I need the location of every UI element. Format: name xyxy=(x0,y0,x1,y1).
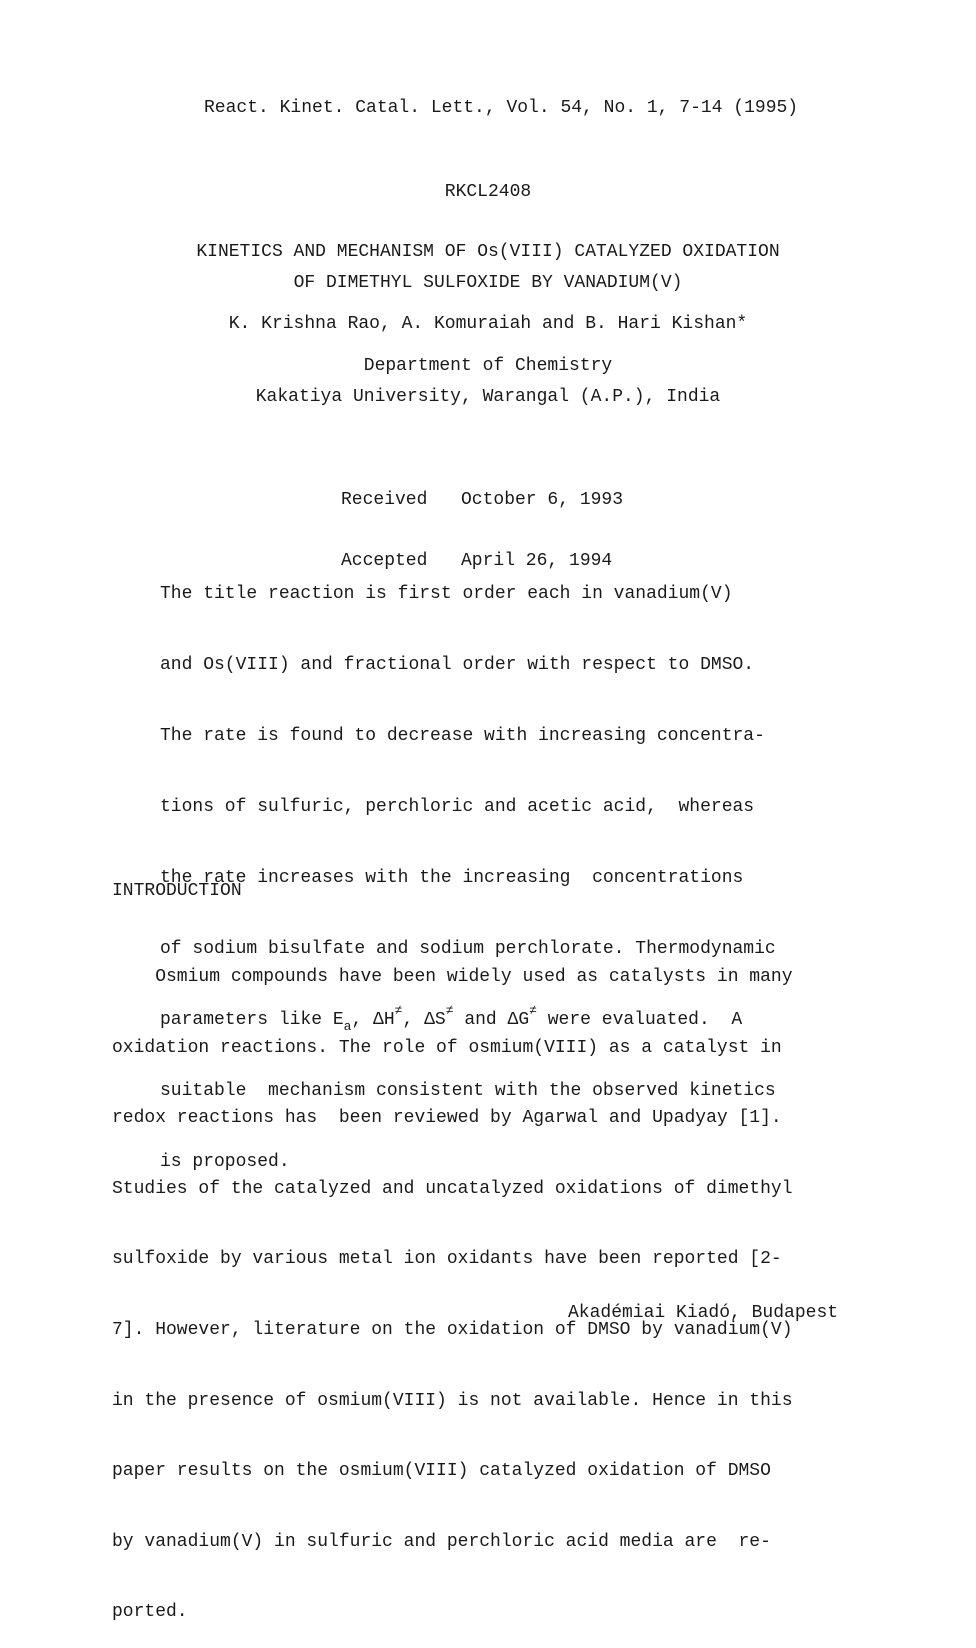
intro-line: by vanadium(V) in sulfuric and perchloric acid media are re- xyxy=(112,1531,771,1552)
delta-g: and ΔG xyxy=(453,1010,530,1030)
intro-line: in the presence of osmium(VIII) is not available. Hence in this xyxy=(112,1390,793,1411)
abstract-line: tions of sulfuric, perchloric and acetic acid, whereas xyxy=(160,797,755,817)
paper-title-line-1: KINETICS AND MECHANISM OF Os(VIII) CATALYZED OXIDATION xyxy=(196,242,780,262)
paper-title-line-2: OF DIMETHYL SULFOXIDE BY VANADIUM(V) xyxy=(293,273,683,293)
intro-line: 7]. However, literature on the oxidation of DMSO by vanadium(V) xyxy=(112,1319,793,1340)
delta-s: , ΔS xyxy=(402,1010,446,1030)
department: Department of Chemistry xyxy=(363,356,613,376)
abstract-line: The rate is found to decrease with increasing concentra- xyxy=(160,726,765,746)
section-heading-introduction: INTRODUCTION xyxy=(112,881,242,901)
journal-reference: React. Kinet. Catal. Lett., Vol. 54, No. 1, 7-14 (1995) xyxy=(204,98,799,118)
intro-line: redox reactions has been reviewed by Agarwal and Upadyay [1]. xyxy=(112,1108,782,1129)
neq-sign: ≠ xyxy=(394,1003,403,1018)
params-prefix: parameters like E xyxy=(160,1010,344,1030)
delta-h: , ΔH xyxy=(351,1010,395,1030)
introduction-body xyxy=(112,922,872,1648)
intro-line: Osmium compounds have been widely used as catalysts in many xyxy=(112,967,793,987)
neq-sign: ≠ xyxy=(529,1003,537,1018)
abstract-line: suitable mechanism consistent with the observed kinetics xyxy=(160,1081,776,1101)
received-row xyxy=(341,490,623,511)
publisher: Akadémiai Kiadó, Budapest xyxy=(568,1303,839,1323)
abstract-line: and Os(VIII) and fractional order with respect to DMSO. xyxy=(160,655,755,675)
received-date: October 6, 1993 xyxy=(461,490,624,510)
intro-line: Studies of the catalyzed and uncatalyzed oxidations of dimethyl xyxy=(112,1178,793,1199)
intro-line: paper results on the osmium(VIII) catalyzed oxidation of DMSO xyxy=(112,1461,771,1482)
params-suffix: were evaluated. A xyxy=(536,1010,743,1030)
intro-line: sulfoxide by various metal ion oxidants have been reported [2- xyxy=(112,1249,782,1270)
abstract-line: is proposed. xyxy=(160,1152,290,1172)
abstract-line: the rate increases with the increasing concentrations xyxy=(160,868,744,888)
neq-sign: ≠ xyxy=(445,1003,454,1018)
abstract-line: The title reaction is first order each in vanadium(V) xyxy=(160,584,733,604)
abstract-line: of sodium bisulfate and sodium perchlorate. Thermodynamic xyxy=(160,939,776,959)
intro-line: ported. xyxy=(112,1602,188,1623)
accepted-date: April 26, 1994 xyxy=(461,551,613,571)
received-label: Received xyxy=(341,490,428,510)
accepted-label: Accepted xyxy=(341,551,428,571)
university: Kakatiya University, Warangal (A.P.), India xyxy=(255,387,721,407)
article-code: RKCL2408 xyxy=(444,182,532,202)
subscript-a: a xyxy=(343,1019,352,1034)
authors: K. Krishna Rao, A. Komuraiah and B. Hari Kishan* xyxy=(228,314,748,334)
intro-line: oxidation reactions. The role of osmium(VIII) as a catalyst in xyxy=(112,1037,782,1058)
